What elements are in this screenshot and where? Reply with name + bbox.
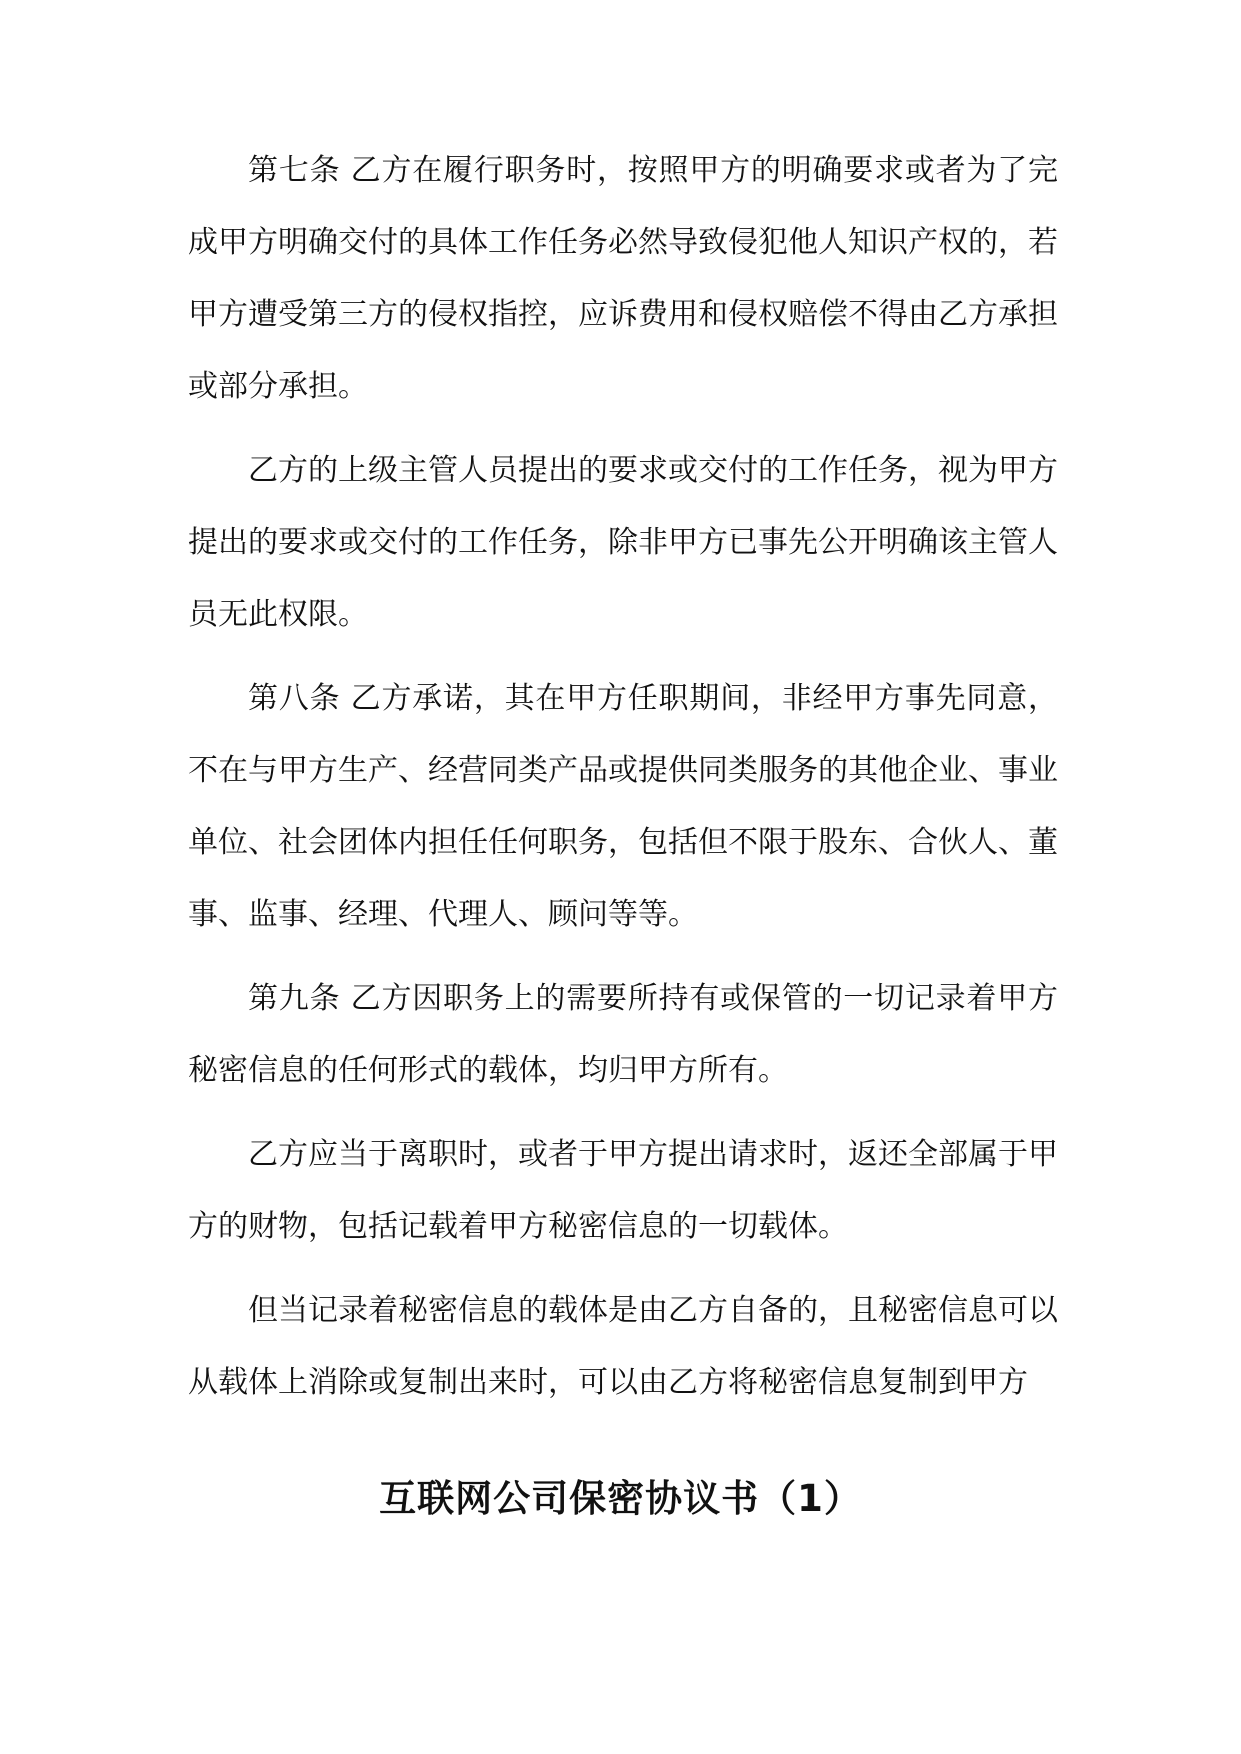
paragraph-supervisor-requests: 乙方的上级主管人员提出的要求或交付的工作任务，视为甲方提出的要求或交付的工作任务，除非甲方已事先公开明确该主管人员无此权限。 <box>188 453 1058 632</box>
paragraph-article-7: 第七条 乙方在履行职务时，按照甲方的明确要求或者为了完成甲方明确交付的具体工作任务必然导致侵犯他人知识产权的，若甲方遭受第三方的侵权指控，应诉费用和侵权赔偿不得由乙方承担或部分承担。 <box>188 153 1058 404</box>
paragraph-article-9: 第九条 乙方因职务上的需要所持有或保管的一切记录着甲方秘密信息的任何形式的载体，均归甲方所有。 <box>188 981 1058 1088</box>
document-title: 互联网公司保密协议书（1） <box>379 1477 862 1520</box>
document-body <box>188 135 1058 1431</box>
paragraph-article-8: 第八条 乙方承诺，其在甲方任职期间，非经甲方事先同意，不在与甲方生产、经营同类产品或提供同类服务的其他企业、事业单位、社会团体内担任任何职务，包括但不限于股东、合伙人、董事、监事、经理、代理人、顾问等等。 <box>188 681 1058 932</box>
paragraph-self-provided-carrier: 但当记录着秘密信息的载体是由乙方自备的，且秘密信息可以从载体上消除或复制出来时，可以由乙方将秘密信息复制到甲方 <box>188 1293 1058 1400</box>
paragraph-return-property: 乙方应当于离职时，或者于甲方提出请求时，返还全部属于甲方的财物，包括记载着甲方秘密信息的一切载体。 <box>188 1137 1058 1244</box>
